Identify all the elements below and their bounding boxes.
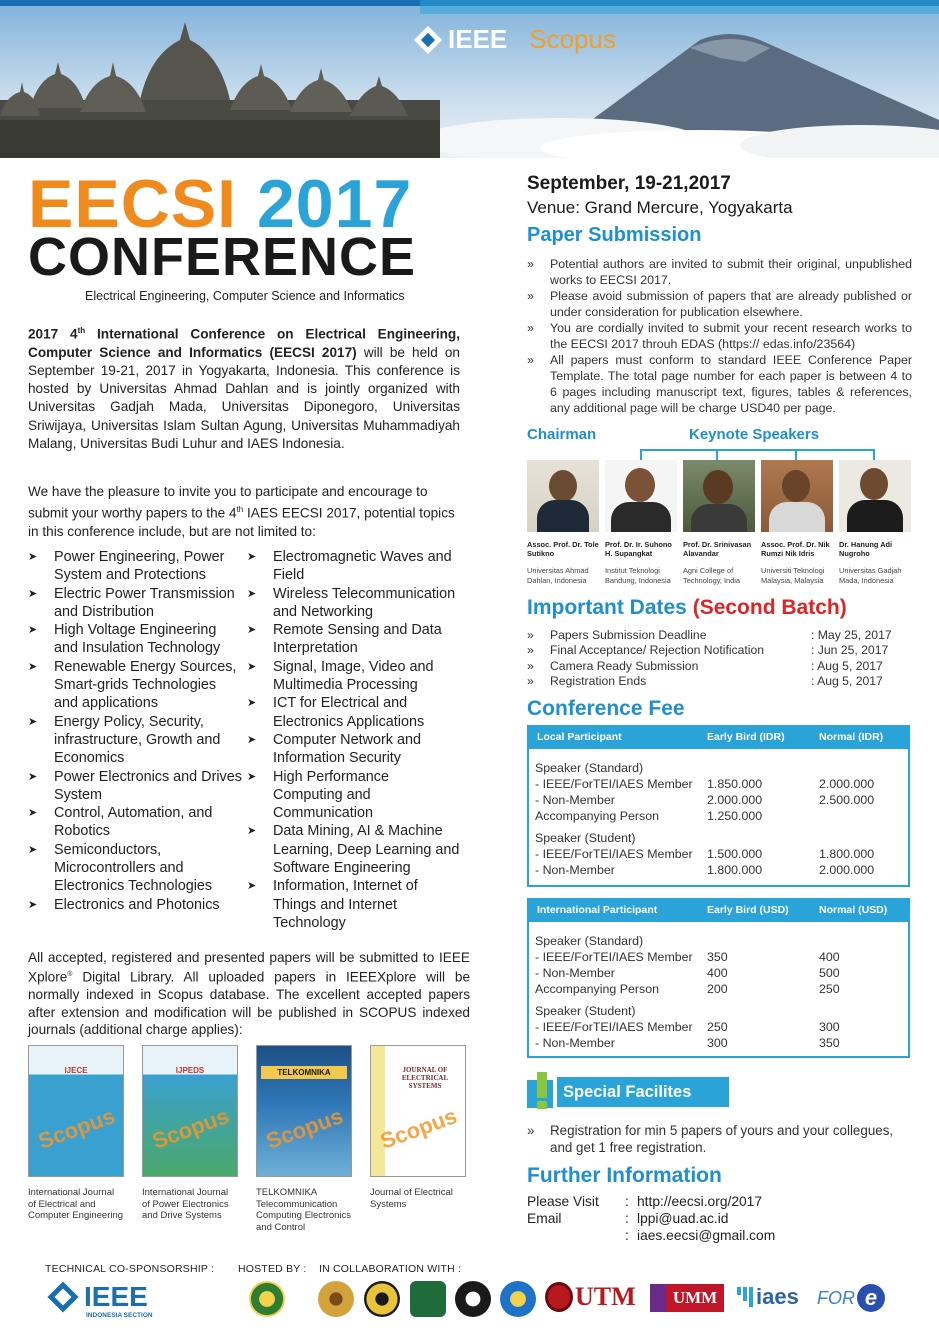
invite-post: IAES EECSI 2017, potential topics in this conference include, but are not limited to: [28, 505, 455, 539]
person-affiliation: Universitas Ahmad Dahlan, Indonesia [527, 566, 589, 585]
fee-col-participant: International Participant [537, 904, 658, 916]
invite-paragraph [28, 483, 460, 541]
topic-item: ➤ Electronics and Photonics [28, 896, 243, 914]
email-colon-2: : [625, 1228, 629, 1243]
topic-item: ➤ Computer Network and Information Security [247, 731, 462, 768]
undip-seal-icon [364, 1281, 400, 1317]
scopus-stamp: Scopus [34, 1103, 119, 1154]
collaboration-label: IN COLLABORATION WITH : [319, 1263, 462, 1275]
date-row [527, 674, 912, 690]
person-name: Assoc. Prof. Dr. Nik Rumzi Nik Idris [761, 540, 830, 558]
person-photo [839, 460, 911, 532]
intro-text: will be held on September 19-21, 2017 in Yogyakarta, Indonesia. This conference is hosted by Universitas Ahmad Dahlan and is jointly organized with Universitas Gadjah Mada, Universitas Diponegoro, Universitas Sriwijaya, Universitas Islam Sultan Agung, Universitas Muhammadiyah Malang, Universitas Budi Luhur and IAES Indonesia. [28, 344, 460, 451]
keynote-heading: Keynote Speakers [689, 426, 820, 443]
unissula-seal-icon [455, 1281, 491, 1317]
fee-table-international [527, 898, 910, 1058]
fee-row [535, 777, 908, 793]
person-card [761, 460, 835, 585]
fee-cell: 2.000.000 [707, 793, 763, 807]
topic-item: ➤ Semiconductors, Microcontrollers and Electronics Technologies [28, 841, 243, 896]
journal-ijpeds [142, 1045, 238, 1222]
fee-row [535, 966, 908, 982]
submission-item: » Potential authors are invited to submit their original, unpublished works to EECSI 2017. [527, 256, 912, 288]
fee-table-header [529, 898, 908, 922]
submission-item: » All papers must conform to standard IEEE Conference Paper Template. The total page number for each paper is between 4 to 6 pages including manuscript text, figures, tables & references, any additional page will be charge USD40 per page. [527, 352, 912, 416]
fee-table-local [527, 725, 910, 887]
person-name: Prof. Dr. Srinivasan Alavandar [683, 540, 752, 558]
date-value: : Aug 5, 2017 [811, 674, 883, 689]
fee-row [535, 793, 908, 809]
person-body-shape [537, 500, 589, 532]
special-facilities-list [527, 1122, 912, 1156]
person-name: Prof. Dr. Ir. Suhono H. Supangkat [605, 540, 672, 558]
person-name: Assoc. Prof. Dr. Tole Sutikno [527, 540, 599, 558]
topic-item: ➤ Control, Automation, and Robotics [28, 804, 243, 841]
fee-row [535, 934, 908, 950]
topic-item: ➤ Electric Power Transmission and Distribution [28, 585, 243, 622]
topic-item: ➤ Energy Policy, Security, infrastructure, Growth and Economics [28, 713, 243, 768]
fee-col-early: Early Bird (USD) [707, 904, 789, 916]
exclamation-bar-shape [537, 1072, 547, 1098]
special-facilities-heading: Special Facilites [557, 1077, 729, 1107]
person-head-shape [782, 470, 810, 502]
banner-logos [418, 24, 616, 55]
paper-submission-heading: Paper Submission [527, 224, 702, 246]
ugm-seal-icon [318, 1281, 354, 1317]
umm-logo [650, 1284, 724, 1312]
intro-bold-pre: 2017 4 [28, 326, 78, 342]
title-year: 2017 [256, 166, 413, 242]
fee-col-normal: Normal (USD) [819, 904, 888, 916]
further-info-heading: Further Information [527, 1164, 722, 1187]
person-name: Dr. Hanung Adi Nugroho [839, 540, 893, 558]
fee-cell: 250 [707, 1020, 728, 1034]
fee-cell: Accompanying Person [535, 809, 659, 823]
paper-submission-list [527, 256, 912, 416]
topic-item: ➤ Information, Internet of Things and Internet Technology [247, 877, 462, 932]
fee-row [535, 1020, 908, 1036]
iaes-text: iaes [756, 1284, 799, 1309]
ieee-footer-text: IEEE [84, 1281, 148, 1312]
fee-cell: Speaker (Student) [535, 831, 636, 845]
fee-row [535, 1036, 908, 1052]
budi-luhur-seal-icon [500, 1281, 536, 1317]
email-row [527, 1210, 907, 1227]
person-card [527, 460, 601, 585]
person-head-shape [625, 468, 655, 502]
date-value: : Aug 5, 2017 [811, 658, 883, 673]
person-card [683, 460, 757, 585]
ieee-indonesia-logo [52, 1281, 153, 1319]
accept-post: Digital Library. All uploaded papers in IEEEXplore will be normally indexed in Scopus database. The excellent accepted papers after extension and modification will be published in SCOPUS indexed journals (additional charge applies): [28, 969, 470, 1038]
iaes-bar [737, 1287, 741, 1295]
journal-cover-band [371, 1046, 385, 1177]
utm-crest-icon [545, 1282, 573, 1312]
intro-paragraph [28, 322, 460, 453]
journal-cover-title: IJECE [64, 1066, 88, 1075]
date-label: Registration Ends [550, 674, 647, 689]
visit-row [527, 1193, 907, 1210]
email-colon: : [625, 1211, 629, 1226]
visit-label: Please Visit [527, 1194, 599, 1209]
topic-item: ➤ Renewable Energy Sources, Smart-grids Technologies and applications [28, 658, 243, 713]
important-dates-list [527, 627, 912, 689]
person-affiliation: Agni College of Technology, India [683, 566, 740, 585]
journal-cover-image [142, 1045, 238, 1177]
fee-cell: 400 [707, 966, 728, 980]
fee-table-header [529, 725, 908, 749]
event-date: September, 19-21,2017 [527, 173, 731, 194]
conference-fee-heading: Conference Fee [527, 697, 685, 720]
ieee-section-text: INDONESIA SECTION [86, 1312, 153, 1319]
fee-row [535, 950, 908, 966]
fee-cell: - IEEE/ForTEI/IAES Member [535, 1020, 693, 1034]
tech-cosponsor-label: TECHNICAL CO-SPONSORSHIP : [45, 1263, 215, 1275]
iaes-logo [737, 1284, 799, 1310]
invite-sup: th [236, 505, 244, 515]
submission-item: » Please avoid submission of papers that are already published or under consideration for publication elsewhere. [527, 288, 912, 320]
scopus-stamp: Scopus [148, 1103, 233, 1154]
fee-col-participant: Local Participant [537, 731, 622, 743]
person-card [605, 460, 679, 585]
fee-cell: 500 [819, 966, 840, 980]
email-link-2[interactable]: iaes.eecsi@gmail.com [637, 1228, 776, 1243]
email-row-2 [527, 1227, 907, 1244]
journal-caption: International Journal of Power Electronics and Drive Systems [142, 1187, 229, 1221]
person-photo [683, 460, 755, 532]
accept-sup: ® [67, 971, 73, 979]
topic-item: ➤ ICT for Electrical and Electronics Applications [247, 694, 462, 731]
topic-item: ➤ Power Engineering, Power System and Protections [28, 548, 243, 585]
fee-cell: 1.800.000 [707, 863, 763, 877]
person-body-shape [847, 500, 903, 532]
fee-cell: - Non-Member [535, 1036, 615, 1050]
iaes-bar [749, 1287, 753, 1307]
ieee-logo-text: IEEE [448, 24, 508, 54]
umm-crest-icon [650, 1284, 666, 1312]
person-head-shape [703, 470, 733, 504]
fee-cell: - IEEE/ForTEI/IAES Member [535, 847, 693, 861]
fee-row [535, 982, 908, 998]
hosted-by-label: HOSTED BY : [238, 1263, 307, 1275]
fortei-logo [817, 1284, 885, 1312]
journal-cover-image [28, 1045, 124, 1177]
fee-row [535, 831, 908, 847]
fore-text: FOR [817, 1287, 855, 1308]
topic-item: ➤ High Performance Computing and Communication [247, 768, 462, 823]
date-value: : May 25, 2017 [811, 627, 892, 642]
topic-item: ➤ Data Mining, AI & Machine Learning, Deep Learning and Software Engineering [247, 822, 462, 877]
ieee-diamond-icon [47, 1281, 78, 1312]
person-body-shape [769, 502, 825, 532]
fee-cell: 1.850.000 [707, 777, 763, 791]
fee-cell: Speaker (Standard) [535, 934, 644, 948]
submission-item: » You are cordially invited to submit your recent research works to the EECSI 2017 throuh EDAS (https:// edas.info/23564) [527, 320, 912, 352]
utm-text: UTM [575, 1282, 636, 1311]
iaes-bar [743, 1287, 747, 1301]
fee-cell: 300 [819, 1020, 840, 1034]
topic-item: ➤ Remote Sensing and Data Interpretation [247, 621, 462, 658]
journal-cover-title: IJPEDS [175, 1066, 205, 1075]
bullet-icon: » [527, 643, 534, 658]
ieee-diamond-icon [414, 25, 442, 53]
scopus-stamp: Scopus [376, 1103, 461, 1154]
fee-cell: 400 [819, 950, 840, 964]
visit-link[interactable]: http://eecsi.org/2017 [637, 1194, 763, 1209]
fore-e-text: e [857, 1284, 885, 1312]
person-affiliation: Universitas Gadjah Mada, Indonesia [839, 566, 902, 585]
accept-pre: All accepted, registered and presented papers will be submitted to IEEE Xplore [28, 950, 470, 985]
journal-cover-image [256, 1045, 352, 1177]
visit-colon: : [625, 1194, 629, 1209]
topic-item: ➤ Signal, Image, Video and Multimedia Processing [247, 658, 462, 695]
fee-cell: - IEEE/ForTEI/IAES Member [535, 950, 693, 964]
fee-cell: 2.000.000 [819, 777, 875, 791]
fee-col-normal: Normal (IDR) [819, 731, 884, 743]
fee-row [535, 809, 908, 825]
journal-caption: Journal of Electrical Systems [370, 1187, 453, 1210]
date-label: Final Acceptance/ Rejection Notification [550, 643, 765, 658]
fee-cell: 2.000.000 [819, 863, 875, 877]
bullet-icon: » [527, 627, 534, 642]
scopus-stamp: Scopus [262, 1103, 347, 1154]
date-value: : Jun 25, 2017 [811, 643, 889, 658]
person-photo [527, 460, 599, 532]
person-head-shape [549, 470, 577, 502]
title-subtitle: Electrical Engineering, Computer Science and Informatics [85, 289, 405, 303]
fee-cell: - IEEE/ForTEI/IAES Member [535, 777, 693, 791]
fee-cell: 1.800.000 [819, 847, 875, 861]
iaes-bars-icon [737, 1287, 753, 1307]
topics-list-right [247, 548, 462, 932]
invite-pre: We have the pleasure to invite you to participate and encourage to submit your worthy papers to the 4 [28, 484, 428, 521]
email-label: Email [527, 1211, 562, 1226]
special-item: » Registration for min 5 papers of yours and your collegues, and get 1 free registration. [527, 1122, 912, 1156]
person-body-shape [611, 502, 671, 532]
journal-caption: TELKOMNIKA Telecommunication Computing Electronics and Control [256, 1187, 352, 1233]
person-body-shape [691, 504, 747, 532]
exclamation-icon [527, 1072, 553, 1110]
journal-cover-image [370, 1045, 466, 1177]
date-row [527, 627, 912, 643]
topic-item: ➤ High Voltage Engineering and Insulation Technology [28, 621, 243, 658]
fee-row [535, 847, 908, 863]
fee-cell: - Non-Member [535, 863, 615, 877]
bullet-icon: » [527, 658, 534, 673]
person-affiliation: Universiti Teknologi Malaysia, Malaysia [761, 566, 825, 585]
journal-telkomnika [256, 1045, 352, 1233]
fee-cell: 250 [819, 982, 840, 996]
journal-cover-title: JOURNAL OF ELECTRICAL SYSTEMS [401, 1066, 449, 1090]
intro-bold-rest: International Conference on Electrical Engineering, Computer Science and Informatics (EECSI 2017) [28, 326, 460, 360]
scopus-logo: Scopus [529, 24, 616, 54]
journal-covers [28, 1045, 468, 1235]
fee-cell: - Non-Member [535, 966, 615, 980]
date-row [527, 658, 912, 674]
utm-logo [545, 1282, 636, 1312]
title-conference: CONFERENCE [28, 227, 417, 287]
fee-cell: 350 [707, 950, 728, 964]
fee-cell: 1.500.000 [707, 847, 763, 861]
fee-row [535, 761, 908, 777]
fee-cell: 350 [819, 1036, 840, 1050]
fee-cell: Accompanying Person [535, 982, 659, 996]
header-banner [0, 0, 939, 158]
title-eecsi: EECSI [28, 166, 238, 242]
umm-text: UMM [666, 1284, 724, 1312]
date-label: Papers Submission Deadline [550, 627, 707, 642]
publication-paragraph [28, 949, 470, 1039]
topic-item: ➤ Wireless Telecommunication and Networking [247, 585, 462, 622]
fee-col-early: Early Bird (IDR) [707, 731, 785, 743]
important-dates-title: Important Dates [527, 596, 687, 619]
event-venue: Venue: Grand Mercure, Yogyakarta [527, 198, 793, 217]
topic-item: ➤ Electromagnetic Waves and Field [247, 548, 462, 585]
topics-list-left [28, 548, 243, 914]
bullet-icon: » [527, 674, 534, 689]
fee-cell: 200 [707, 982, 728, 996]
fee-row [535, 863, 908, 879]
journal-cover-title: TELKOMNIKA [261, 1066, 347, 1079]
fee-cell: - Non-Member [535, 793, 615, 807]
fee-cell: Speaker (Standard) [535, 761, 644, 775]
date-label: Camera Ready Submission [550, 658, 699, 673]
email-link-1[interactable]: lppi@uad.ac.id [637, 1211, 729, 1226]
important-dates-batch: (Second Batch) [692, 596, 847, 619]
topic-item: ➤ Power Electronics and Drives System [28, 768, 243, 805]
person-card [839, 460, 913, 585]
ieee-logo [418, 24, 507, 55]
date-row [527, 643, 912, 659]
fee-cell: 300 [707, 1036, 728, 1050]
chairman-heading: Chairman [527, 426, 597, 443]
unsri-seal-icon [410, 1281, 446, 1317]
journal-ijece [28, 1045, 124, 1222]
journal-caption: International Journal of Electrical and Computer Engineering [28, 1187, 124, 1221]
important-dates-heading [527, 596, 847, 620]
person-photo [761, 460, 833, 532]
fee-cell: Speaker (Student) [535, 1004, 636, 1018]
journal-electrical-systems [370, 1045, 466, 1210]
person-head-shape [860, 468, 888, 500]
uad-seal-icon [249, 1281, 285, 1317]
person-photo [605, 460, 677, 532]
intro-sup: th [77, 326, 86, 335]
fee-cell: 1.250.000 [707, 809, 763, 823]
exclamation-dot-shape [537, 1101, 547, 1109]
person-affiliation: Institut Teknologi Bandung, Indonesia [605, 566, 671, 585]
fee-row [535, 1004, 908, 1020]
fee-cell: 2.500.000 [819, 793, 875, 807]
